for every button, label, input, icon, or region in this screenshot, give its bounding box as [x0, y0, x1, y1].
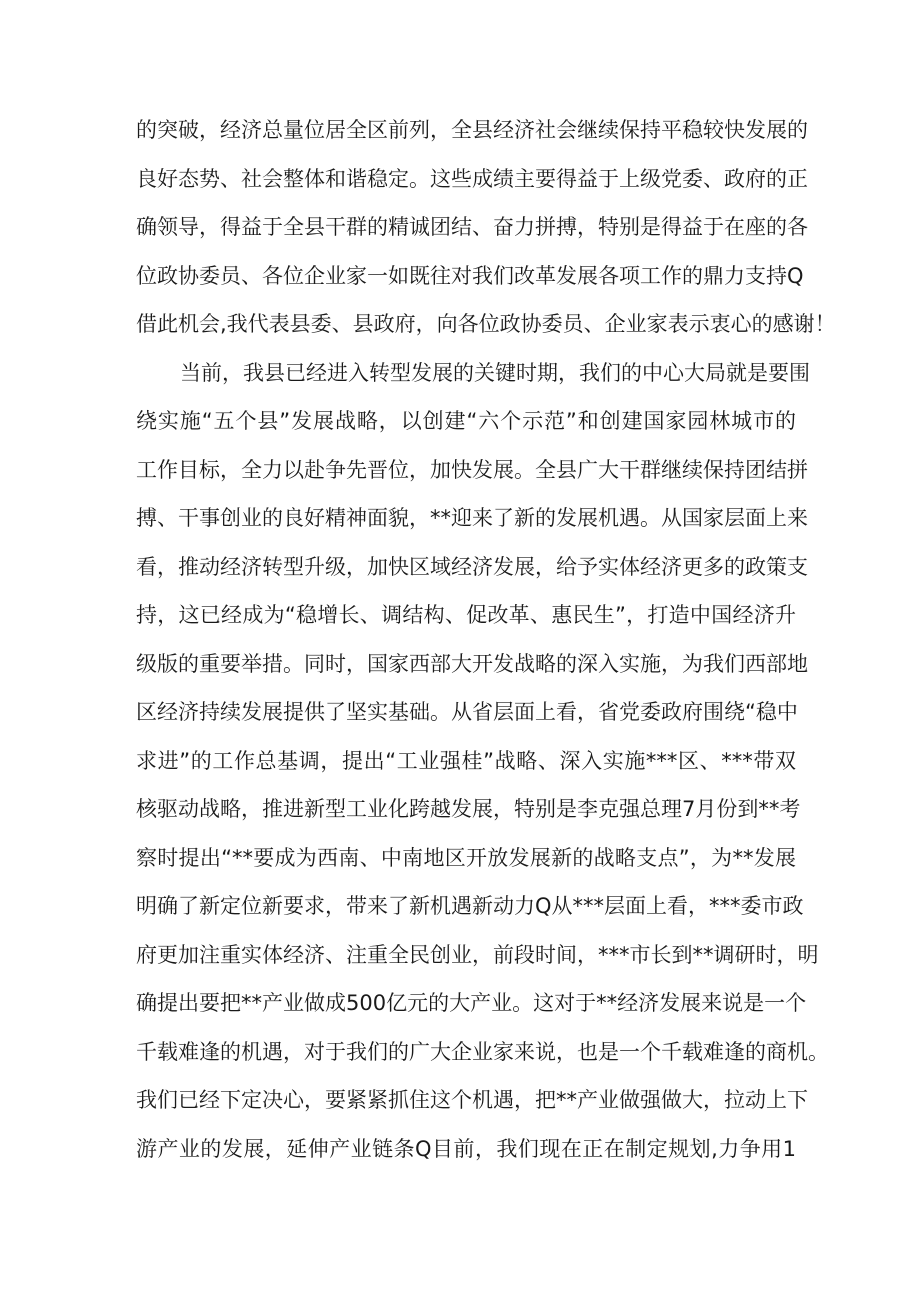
- text-line: 绕实施“五个县”发展战略，以创建“六个示范”和创建国家园林城市的: [136, 409, 796, 433]
- text-line: 明确了新定位新要求，带来了新机遇新动力Q从***层面上看，***委市政: [136, 894, 804, 918]
- text-line: 确提出要把**产业做成500亿元的大产业。这对于**经济发展来说是一个: [136, 991, 807, 1015]
- text-line: 级版的重要举措。同时，国家西部大开发战略的深入实施，为我们西部地: [136, 652, 808, 676]
- text-line: 搏、干事创业的良好精神面貌，**迎来了新的发展机遇。从国家层面上来: [136, 506, 808, 530]
- text-line: 位政协委员、各位企业家一如既往对我们改革发展各项工作的鼎力支持Q: [136, 264, 804, 288]
- text-line: 看，推动经济转型升级，加快区域经济发展，给予实体经济更多的政策支: [136, 555, 808, 579]
- text-line: 府更加注重实体经济、注重全民创业，前段时间，***市长到**调研时，明: [136, 943, 819, 967]
- text-line: 持，这已经成为“稳增长、调结构、促改革、惠民生”，打造中国经济升: [136, 603, 796, 627]
- text-line: 察时提出“**要成为西南、中南地区开放发展新的战略支点”，为**发展: [136, 846, 796, 870]
- text-line: 我们已经下定决心，要紧紧抓住这个机遇，把**产业做强做大，拉动上下: [136, 1088, 808, 1112]
- text-line: 的突破，经济总量位居全区前列，全县经济社会继续保持平稳较快发展的: [136, 118, 808, 142]
- text-line: 借此机会,我代表县委、县政府，向各位政协委员、企业家表示衷心的感谢！: [136, 312, 836, 336]
- text-line: 核驱动战略，推进新型工业化跨越发展，特别是李克强总理7月份到**考: [136, 797, 801, 821]
- text-line: 区经济持续发展提供了坚实基础。从省层面上看，省党委政府围绕“稳中: [136, 700, 798, 724]
- text-line: 游产业的发展，延伸产业链条Q目前，我们现在正在制定规划,力争用1: [136, 1137, 796, 1161]
- text-line: 千载难逢的机遇，对于我们的广大企业家来说，也是一个千载难逢的商机。: [136, 1040, 829, 1064]
- text-line: 当前，我县已经进入转型发展的关键时期，我们的中心大局就是要围: [180, 361, 810, 385]
- text-line: 良好态势、社会整体和谐稳定。这些成绩主要得益于上级党委、政府的正: [136, 167, 808, 191]
- text-line: 工作目标，全力以赴争先晋位，加快发展。全县广大干群继续保持团结拼: [136, 458, 808, 482]
- text-line: 求进”的工作总基调，提出“工业强桂”战略、深入实施***区、***带双: [136, 749, 796, 773]
- text-line: 确领导，得益于全县干群的精诚团结、奋力拼搏，特别是得益于在座的各: [136, 215, 808, 239]
